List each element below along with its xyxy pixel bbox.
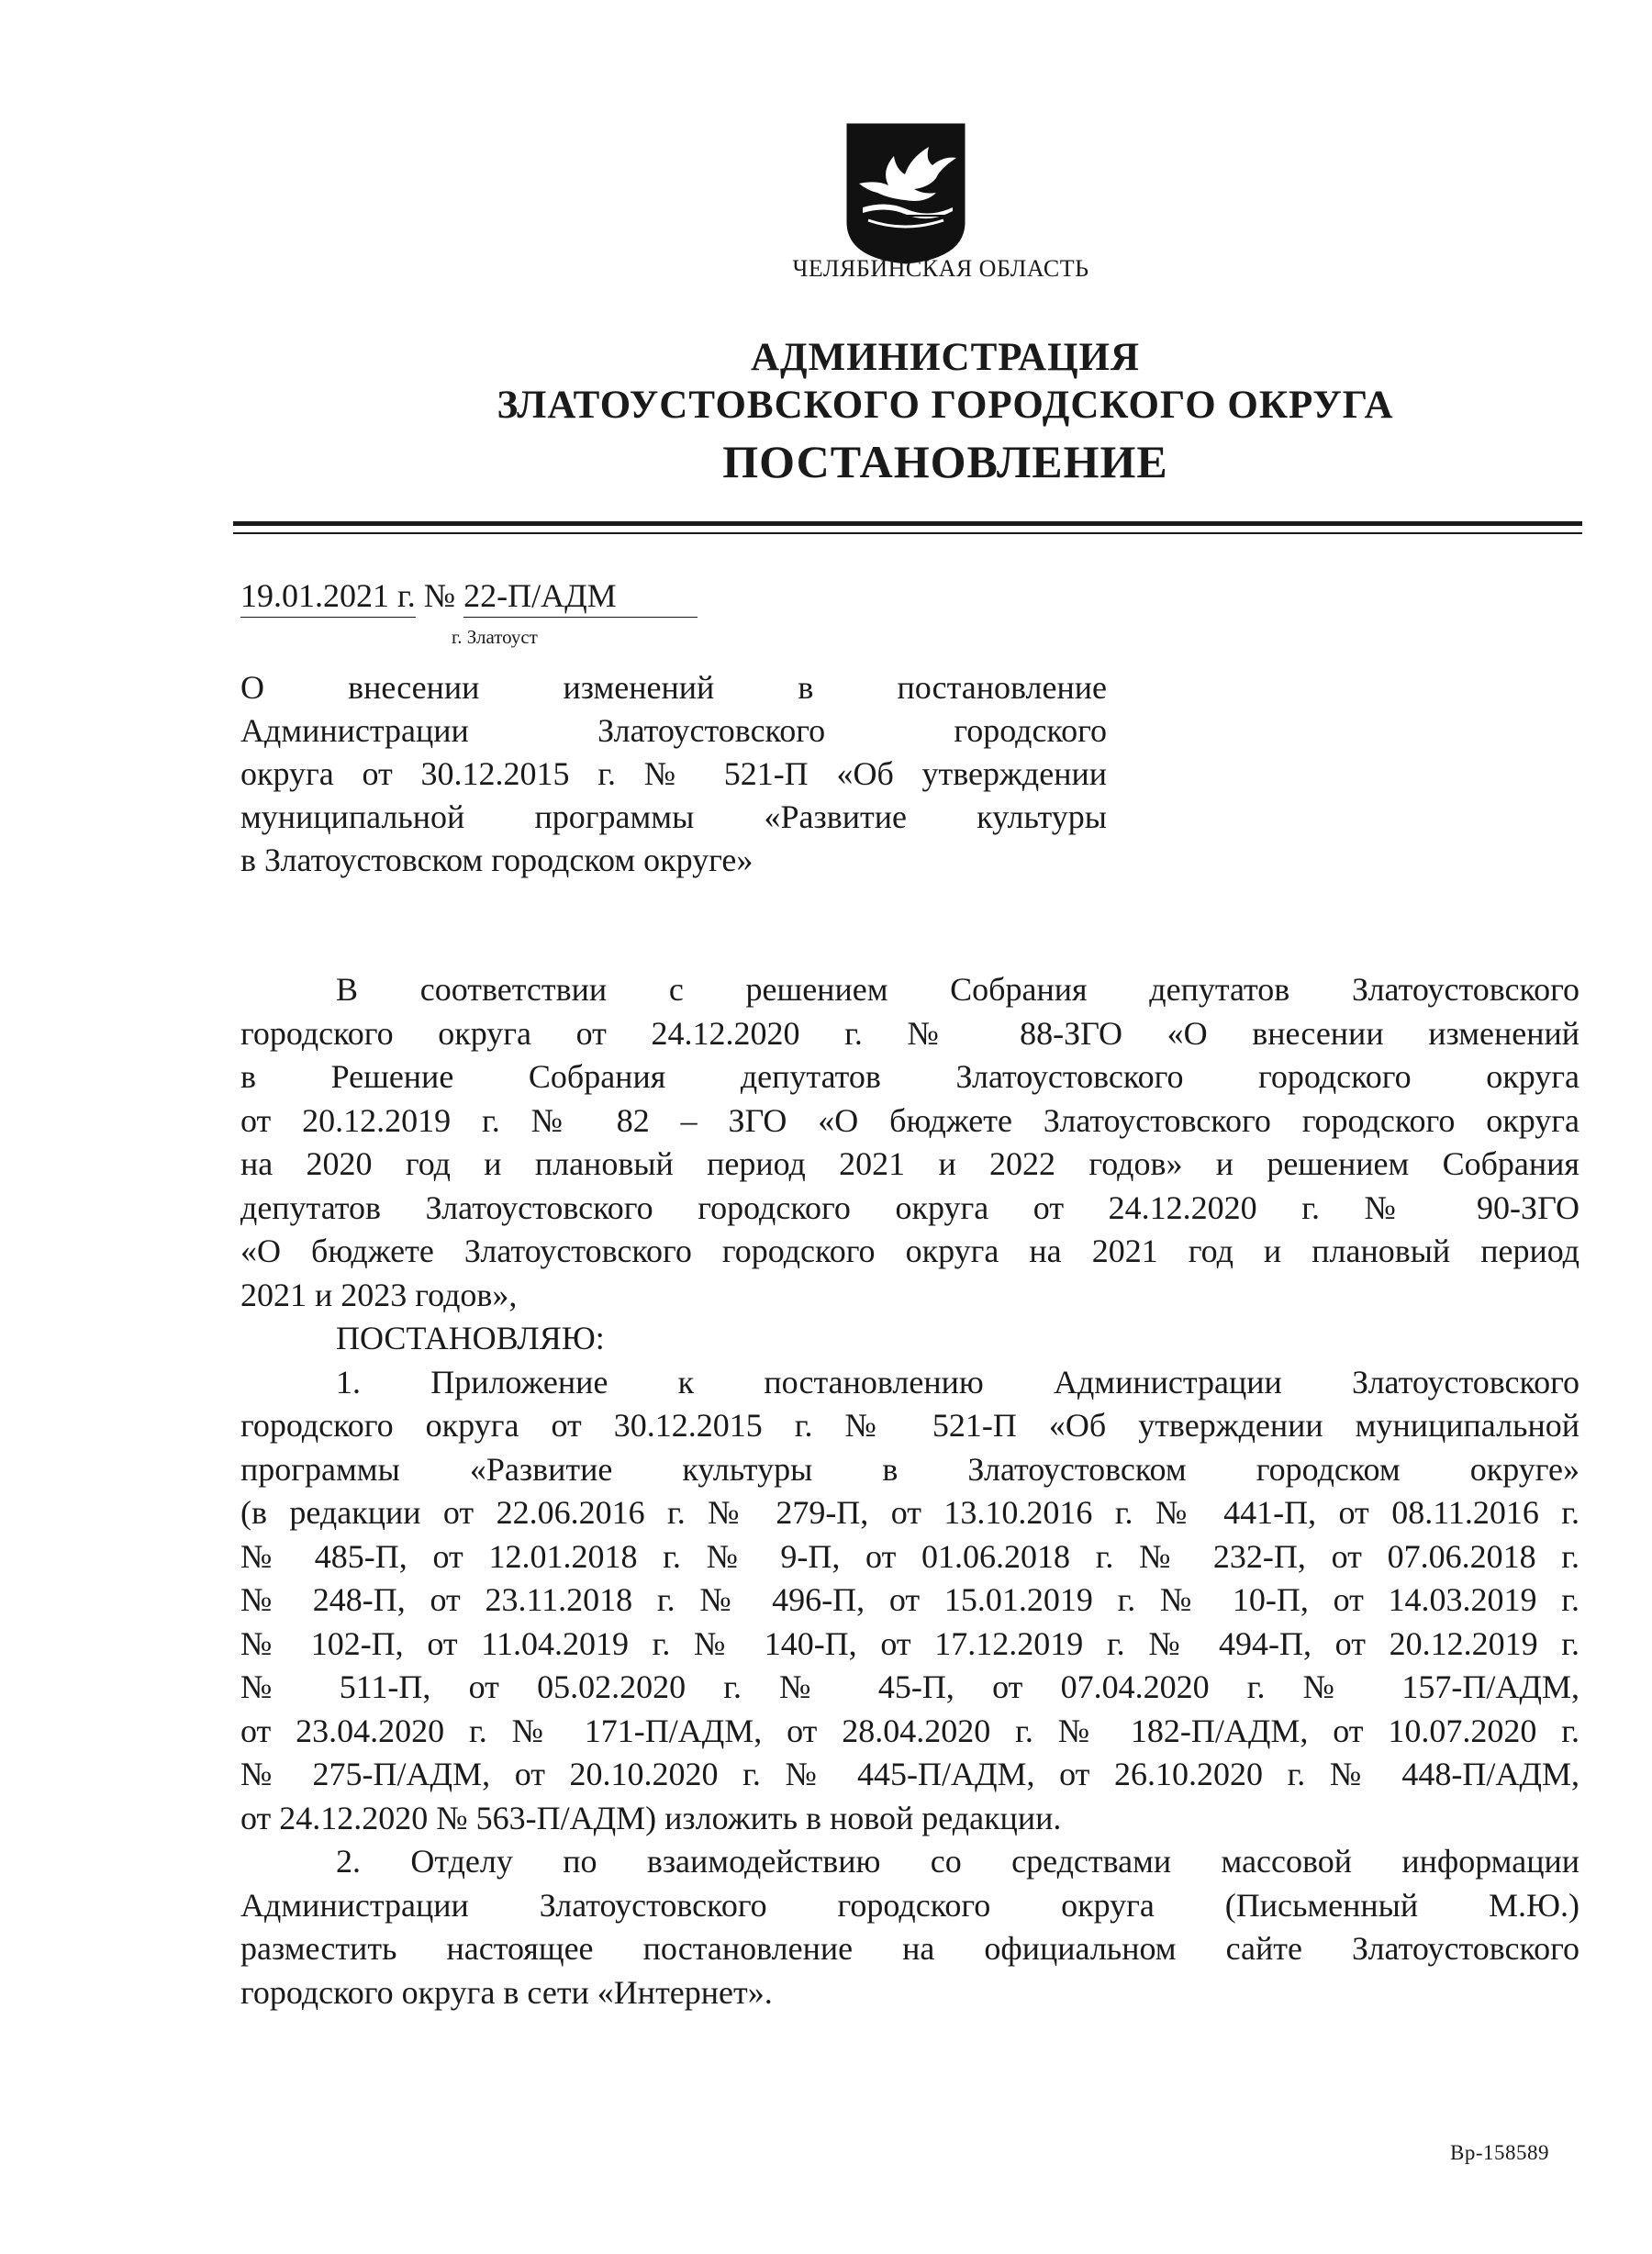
subject-line: муниципальной программы «Развитие культуры [240,798,1107,835]
body-line: городского округа от 24.12.2020 г. № 88-ЗГО «О внесении изменений [240,1014,1579,1052]
decree-body [240,968,1579,2014]
body-line: 1. Приложение к постановлению Администрации Златоустовского [336,1363,1579,1400]
body-line: № 102-П, от 11.04.2019 г. № 140-П, от 17.12.2019 г. № 494-П, от 20.12.2019 г. [240,1624,1579,1662]
decree-subject [240,666,1107,882]
decree-date: 19.01.2021 г. [240,576,416,618]
body-line: (в редакции от 22.06.2016 г. № 279-П, от 13.10.2016 г. № 441-П, от 08.11.2016 г. [240,1494,1579,1531]
city-name: г. Златоуст [452,626,538,648]
header-divider-thin [233,532,1582,534]
body-line: № 511-П, от 05.02.2020 г. № 45-П, от 07.04.2020 г. № 157-П/АДМ, [240,1668,1579,1705]
body-line: от 20.12.2019 г. № 82 – ЗГО «О бюджете Златоустовского городского округа [240,1101,1579,1139]
subject-line: в Златоустовском городском округе» [240,842,753,878]
body-line: 2. Отделу по взаимодействию со средствами массовой информации [336,1843,1579,1880]
body-line: № 275-П/АДМ, от 20.10.2020 г. № 445-П/АДМ, от 26.10.2020 г. № 448-П/АДМ, [240,1756,1579,1792]
subject-line: О внесении изменений в постановление [240,669,1107,706]
body-line: на 2020 год и плановый период 2021 и 2022 годов» и решением Собрания [240,1145,1579,1182]
body-line: разместить настоящее постановление на официальном сайте Златоустовского [240,1930,1579,1967]
document-type-title: ПОСТАНОВЛЕНИЕ [722,436,1168,487]
body-line: городского округа в сети «Интернет». [240,1973,773,2011]
body-line: городского округа от 30.12.2015 г. № 521-П «Об утверждении муниципальной [240,1407,1579,1444]
organization-name-line-1: АДМИНИСТРАЦИЯ [750,336,1141,379]
document-code: Вр-158589 [1450,2141,1549,2164]
body-line: депутатов Златоустовского городского округа от 24.12.2020 г. № 90-ЗГО [240,1188,1579,1226]
organization-name [0,334,1652,430]
body-line: от 24.12.2020 № 563-П/АДМ) изложить в новой редакции. [240,1799,1062,1836]
resolution-keyword: ПОСТАНОВЛЯЮ: [336,1320,605,1356]
body-line: В соответствии с решением Собрания депутатов Златоустовского [336,971,1579,1008]
decree-number: 22-П/АДМ [463,576,698,618]
body-line: программы «Развитие культуры в Златоустовском городском округе» [240,1450,1579,1488]
body-line: от 23.04.2020 г. № 171-П/АДМ, от 28.04.2020 г. № 182-П/АДМ, от 10.07.2020 г. [240,1712,1579,1749]
body-line: «О бюджете Златоустовского городского округа на 2021 год и плановый период [240,1233,1579,1269]
body-line: 2021 и 2023 годов», [240,1276,518,1313]
header-divider-thick [233,521,1582,526]
body-line: № 248-П, от 23.11.2018 г. № 496-П, от 15.01.2019 г. № 10-П, от 14.03.2019 г. [240,1581,1579,1618]
organization-name-line-2: ЗЛАТОУСТОВСКОГО ГОРОДСКОГО ОКРУГА [497,384,1394,427]
number-sign: № [423,577,456,614]
city-coat-of-arms-icon [841,119,971,266]
body-line: Администрации Златоустовского городского округа (Письменный М.Ю.) [240,1886,1579,1924]
subject-line: округа от 30.12.2015 г. № 521-П «Об утверждении [240,755,1107,792]
region-name: ЧЕЛЯБИНСКАЯ ОБЛАСТЬ [792,255,1089,282]
body-line: № 485-П, от 12.01.2018 г. № 9-П, от 01.06.2018 г. № 232-П, от 07.06.2018 г. [240,1537,1579,1575]
body-line: в Решение Собрания депутатов Златоустовского городского округа [240,1058,1579,1095]
registration-line [240,576,698,618]
subject-line: Администрации Златоустовского городского [240,712,1107,749]
